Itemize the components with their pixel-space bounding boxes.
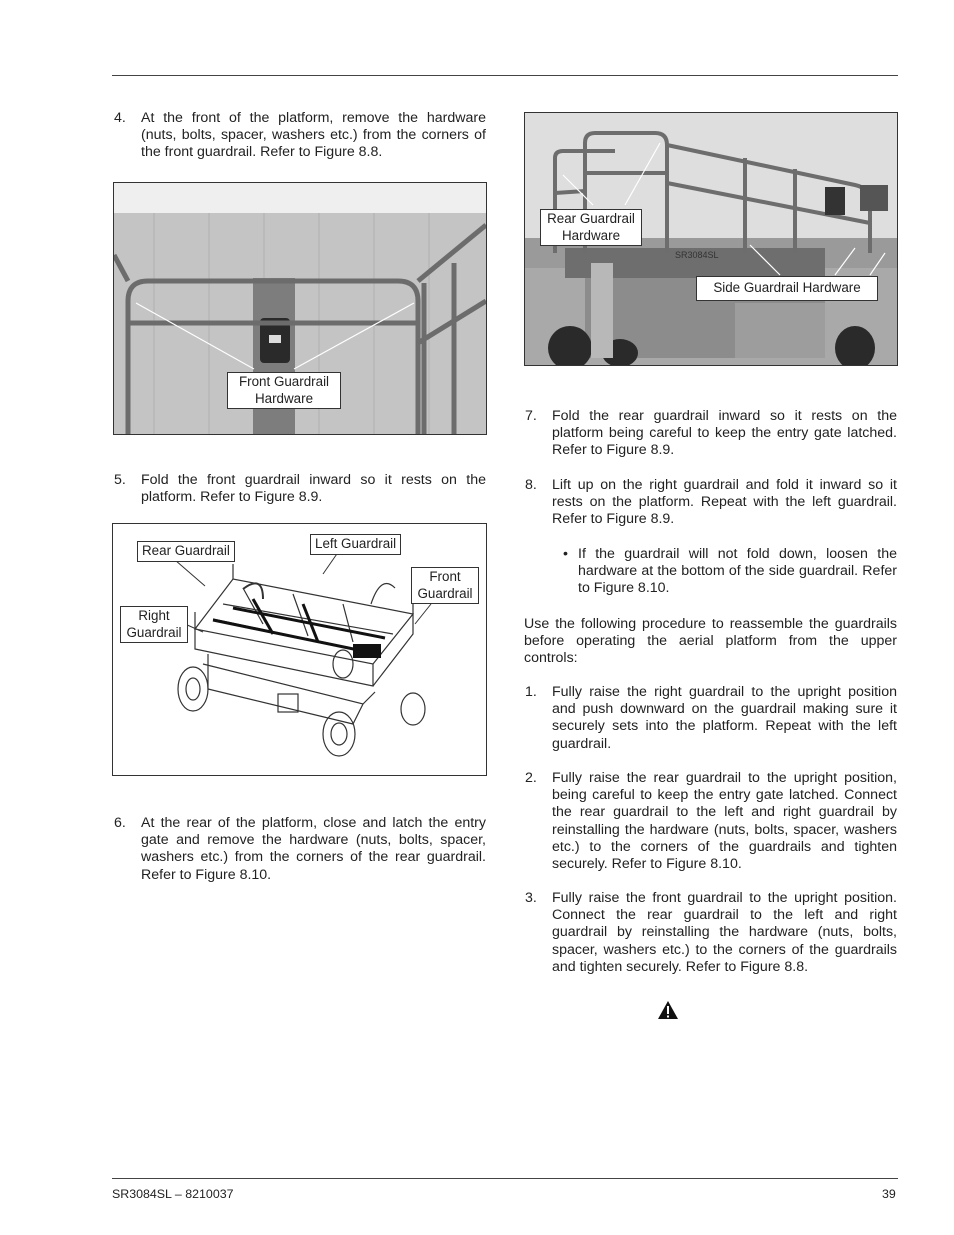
footer-rule xyxy=(112,1178,898,1179)
step-text: Fold the rear guardrail inward so it rests on the platform being careful to keep the entry gate latched. Refer to Figure 8.9. xyxy=(552,408,897,459)
reassembly-step-1 xyxy=(525,684,897,753)
step-text: Fully raise the rear guardrail to the upright position, being careful to keep the entry gate latched. Connect the rear guardrail to the left and right guardrail by reinstalling the hardware (nuts, bolts, spacer, washers etc.) to the corners of the guardrails and tighten securely. Refer to Figure 8.10. xyxy=(552,770,897,873)
step-number: 1. xyxy=(525,684,537,700)
footer-page-number: 39 xyxy=(882,1187,896,1201)
step-text: At the rear of the platform, close and latch the entry gate and remove the hardware (nuts, bolts, spacer, washers etc.) from the corners of the rear guardrail. Refer to Figure 8.10. xyxy=(141,815,486,883)
callout-side-guardrail-hardware: Side Guardrail Hardware xyxy=(696,276,878,301)
step-6 xyxy=(114,815,486,884)
step-7 xyxy=(525,408,897,460)
bullet-text: If the guardrail will not fold down, loosen the hardware at the bottom of the side guardrail. Refer to Figure 8.10. xyxy=(578,546,897,597)
bullet-dot: • xyxy=(563,546,568,562)
step-number: 2. xyxy=(525,770,537,786)
step-number: 7. xyxy=(525,408,537,424)
header-rule xyxy=(112,75,898,76)
step-number: 3. xyxy=(525,890,537,906)
step-5 xyxy=(114,472,486,506)
callout-line: Front xyxy=(429,569,461,584)
callout-line: Guardrail xyxy=(417,585,473,601)
callout-line: Guardrail xyxy=(126,624,182,640)
figure-front-guardrail-photo xyxy=(113,182,487,435)
step-text: Fully raise the front guardrail to the upright position. Connect the rear guardrail to the left and right guardrail by reinstalling the hardware (nuts, bolts, spacer, washers etc.) to the corners of the guardrails and tighten securely. Refer to Figure 8.8. xyxy=(552,890,897,975)
step-number: 6. xyxy=(114,815,126,831)
machine-decal-text: SR3084SL xyxy=(675,250,719,260)
step-text: Fully raise the right guardrail to the upright position and push downward on the guardrail making sure it securely sets into the platform. Repeat with the left guardrail. xyxy=(552,684,897,752)
callout-line: Hardware xyxy=(561,227,621,243)
reassembly-step-2 xyxy=(525,770,897,873)
callout-line: Right xyxy=(138,608,170,623)
figure-rear-side-guardrail-photo xyxy=(524,112,898,366)
step-number: 4. xyxy=(114,110,126,126)
callout-rear-guardrail-hardware xyxy=(540,209,642,246)
callout-right-guardrail xyxy=(120,606,188,643)
step-number: 5. xyxy=(114,472,126,488)
footer-doc-id: SR3084SL – 8210037 xyxy=(112,1187,234,1201)
step-text: Fold the front guardrail inward so it rests on the platform. Refer to Figure 8.9. xyxy=(141,472,486,506)
figure-guardrail-diagram xyxy=(112,523,487,776)
reassembly-step-3 xyxy=(525,890,897,976)
callout-left-guardrail: Left Guardrail xyxy=(310,534,401,555)
step-text: Lift up on the right guardrail and fold it inward so it rests on the platform. Repeat with the left guardrail. Refer to Figure 8.9. xyxy=(552,477,897,528)
bullet-note xyxy=(563,546,897,598)
step-4 xyxy=(114,110,486,162)
callout-rear-guardrail: Rear Guardrail xyxy=(137,541,235,562)
warning-triangle-icon xyxy=(657,1000,679,1020)
scissor-lift-line-drawing xyxy=(113,524,486,775)
callout-front-guardrail xyxy=(411,567,479,604)
callout-line: Front Guardrail xyxy=(238,374,330,389)
step-number: 8. xyxy=(525,477,537,493)
reassembly-intro: Use the following procedure to reassemble the guardrails before operating the aerial platform from the upper controls: xyxy=(524,616,897,667)
callout-front-guardrail-hardware xyxy=(227,372,341,409)
callout-line: Hardware xyxy=(254,390,314,406)
callout-line: Rear Guardrail xyxy=(547,211,635,226)
step-8 xyxy=(525,477,897,529)
step-text: At the front of the platform, remove the hardware (nuts, bolts, spacer, washers etc.) from the corners of the front guardrail. Refer to Figure 8.8. xyxy=(141,110,486,161)
